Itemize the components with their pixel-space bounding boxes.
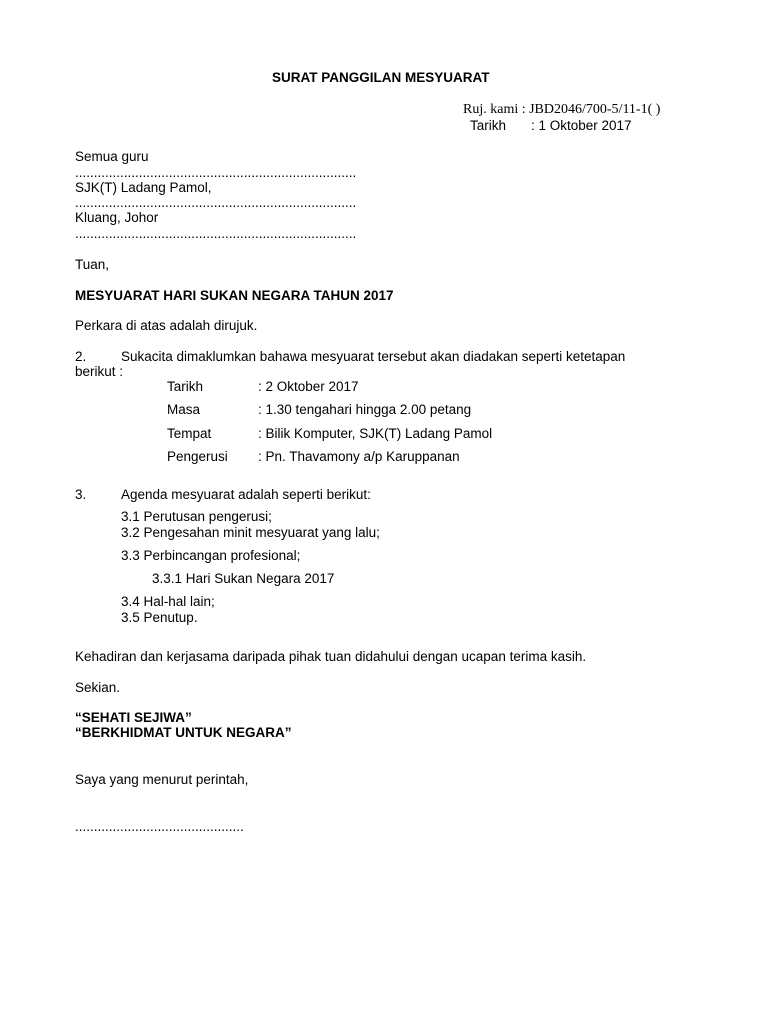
agenda-subitem: 3.3.1 Hari Sukan Negara 2017 bbox=[152, 571, 335, 586]
para3-text: Agenda mesyuarat adalah seperti berikut: bbox=[121, 487, 371, 502]
intro-text: Perkara di atas adalah dirujuk. bbox=[75, 318, 258, 333]
recipient-dots-3: ........................................................................... bbox=[75, 226, 357, 241]
date-label: Tarikh bbox=[470, 118, 507, 133]
sign-off: Saya yang menurut perintah, bbox=[75, 772, 249, 787]
agenda-item: 3.5 Penutup. bbox=[121, 610, 198, 625]
sekian-text: Sekian. bbox=[75, 680, 121, 695]
agenda-item: 3.4 Hal-hal lain; bbox=[121, 594, 215, 609]
reference-number: Ruj. kami : JBD2046/700-5/11-1( ) bbox=[463, 102, 661, 117]
date-value: : 1 Oktober 2017 bbox=[531, 118, 632, 133]
detail-value-tarikh: : 2 Oktober 2017 bbox=[258, 379, 359, 394]
agenda-item: 3.2 Pengesahan minit mesyuarat yang lalu; bbox=[121, 525, 380, 540]
motto-line-1: “SEHATI SEJIWA” bbox=[75, 710, 192, 725]
motto-line-2: “BERKHIDMAT UNTUK NEGARA” bbox=[75, 725, 292, 740]
recipient-dots-1: ........................................................................... bbox=[75, 165, 357, 180]
recipient-line-3: Kluang, Johor bbox=[75, 210, 159, 225]
detail-label-pengerusi: Pengerusi bbox=[167, 449, 228, 464]
closing-text: Kehadiran dan kerjasama daripada pihak tuan didahului dengan ucapan terima kasih. bbox=[75, 649, 587, 664]
agenda-item: 3.3 Perbincangan profesional; bbox=[121, 548, 301, 563]
detail-value-masa: : 1.30 tengahari hingga 2.00 petang bbox=[258, 402, 472, 417]
recipient-dots-2: ........................................................................... bbox=[75, 195, 357, 210]
recipient-line-1: Semua guru bbox=[75, 149, 149, 164]
para2-number: 2. bbox=[75, 349, 87, 364]
salutation: Tuan, bbox=[75, 257, 110, 272]
detail-label-tempat: Tempat bbox=[167, 426, 212, 441]
detail-label-tarikh: Tarikh bbox=[167, 379, 204, 394]
signature-line: ............................................. bbox=[75, 819, 244, 834]
subject-heading: MESYUARAT HARI SUKAN NEGARA TAHUN 2017 bbox=[75, 288, 394, 303]
detail-value-tempat: : Bilik Komputer, SJK(T) Ladang Pamol bbox=[258, 426, 493, 441]
detail-label-masa: Masa bbox=[167, 402, 201, 417]
para2-text-line1: Sukacita dimaklumkan bahawa mesyuarat tersebut akan diadakan seperti ketetapan bbox=[121, 349, 626, 364]
recipient-line-2: SJK(T) Ladang Pamol, bbox=[75, 180, 212, 195]
para2-text-line2: berikut : bbox=[75, 364, 124, 379]
para3-number: 3. bbox=[75, 487, 87, 502]
detail-value-pengerusi: : Pn. Thavamony a/p Karuppanan bbox=[258, 449, 460, 464]
agenda-item: 3.1 Perutusan pengerusi; bbox=[121, 509, 272, 524]
letter-title: SURAT PANGGILAN MESYUARAT bbox=[272, 70, 490, 85]
